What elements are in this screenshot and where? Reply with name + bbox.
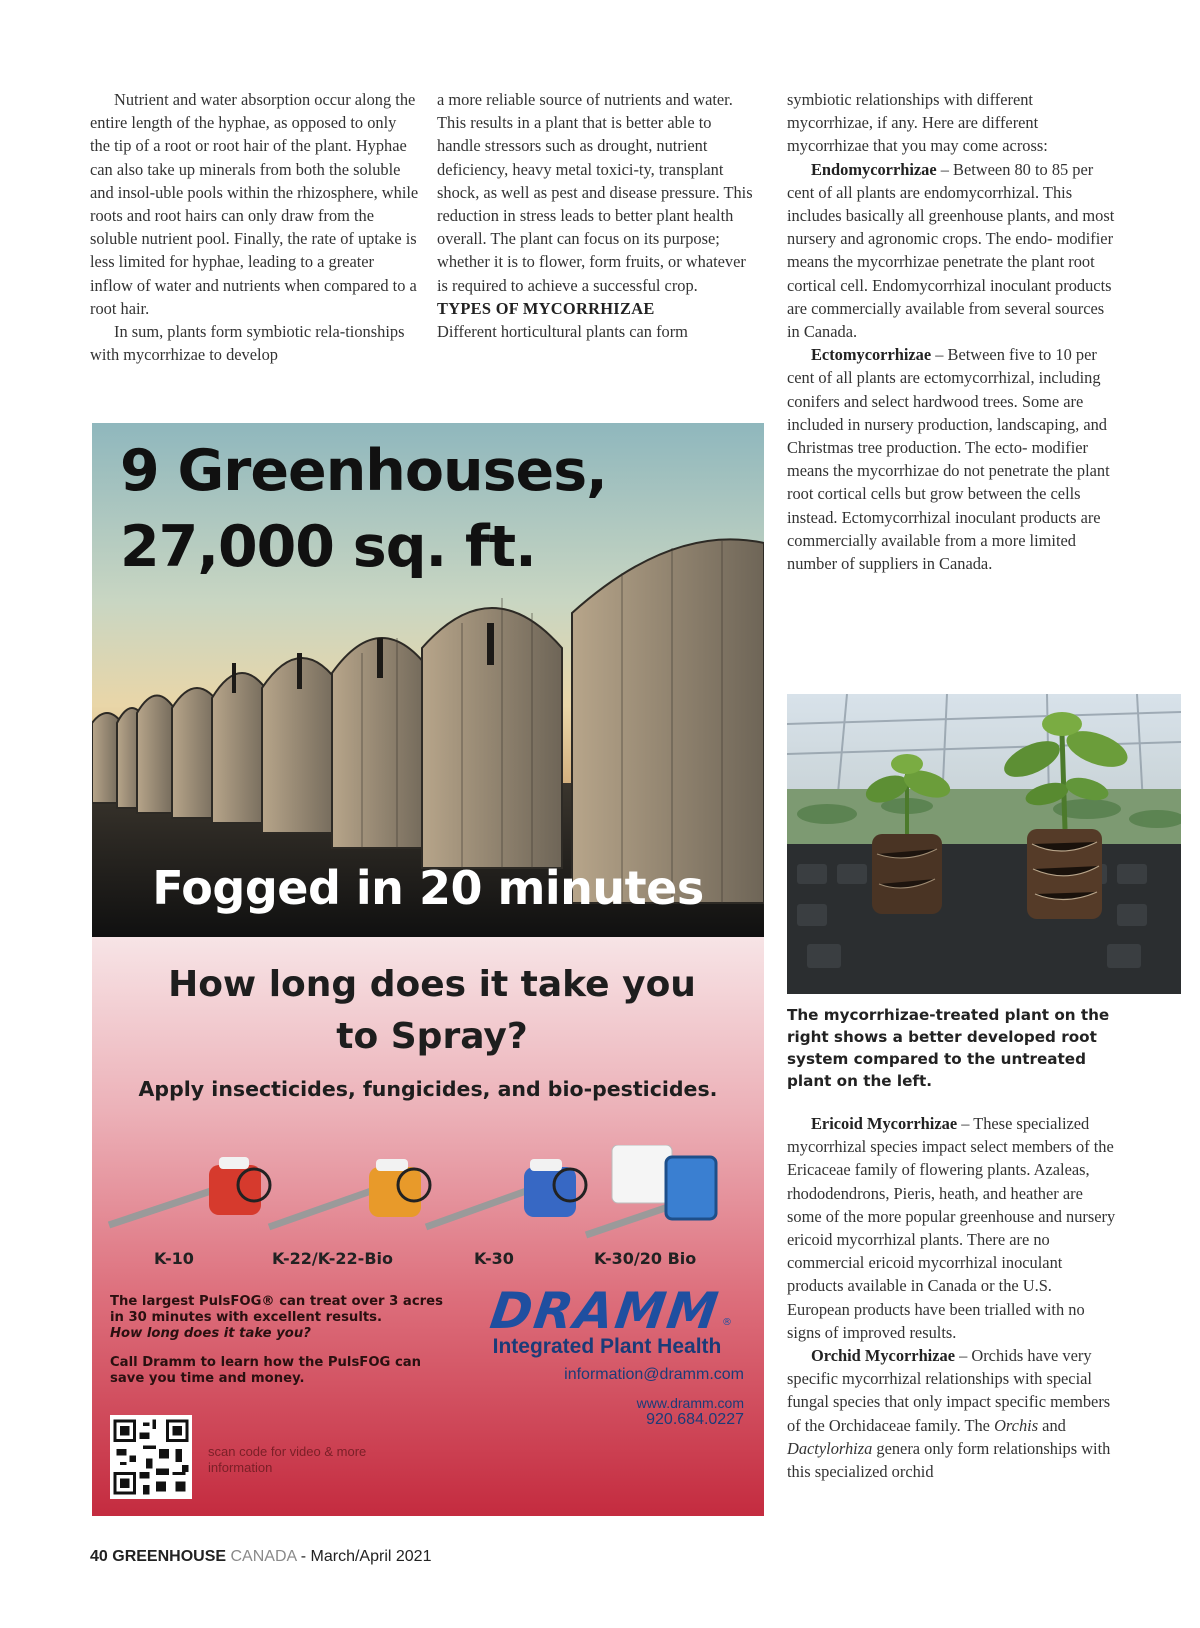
ad-headline [120,433,607,585]
registered-mark: ® [722,1317,732,1328]
genus-name: Orchis [994,1415,1039,1435]
largest-line: The largest PulsFOG® can treat over 3 acres in 30 minutes with excellent results. [110,1294,443,1325]
ad-largest-text [110,1294,455,1342]
largest-question: How long does it take you? [110,1326,311,1341]
term: Endomycorrhizae [811,159,937,179]
fogger-products-image [104,1145,764,1245]
headline-line: 27,000 sq. ft. [120,514,536,580]
question-line: to Spray? [336,1016,528,1057]
qr-caption: scan code for video & more information [208,1444,367,1475]
paragraph-orchid [787,1344,1117,1483]
contact-email[interactable]: information@dramm.com [564,1366,744,1383]
article-column-3-continued [787,1112,1117,1483]
paragraph-ericoid [787,1112,1117,1344]
term-text: and [1038,1415,1066,1435]
paragraph-ectomycorrhizae [787,343,1117,575]
ad-lower-panel [92,937,764,1516]
product-name: K-30/20 Bio [594,1249,697,1268]
magazine-name: GREENHOUSE [112,1548,227,1565]
term: Ericoid Mycorrhizae [811,1114,958,1133]
page-footer [90,1548,431,1566]
ad-call-text: Call Dramm to learn how the PulsFOG can save you time and money. [110,1355,422,1386]
contact-phone: 920.684.0227 [646,1411,744,1428]
contact-website[interactable]: www.dramm.com [636,1395,744,1411]
product-name: K-10 [154,1249,194,1268]
product-name: K-30 [474,1249,514,1268]
article-column-1 [90,88,420,366]
page-number: 40 [90,1548,108,1565]
brand-tagline: Integrated Plant Health [492,1335,722,1358]
term-text: – Orchids have very specific mycorrhizal relationships with special fungal species that only impact specific members of the Orchidaceae family. The [787,1346,1111,1435]
ad-apply-line: Apply insecticides, fungicides, and bio-pesticides. [138,1077,718,1101]
fogged-tagline: Fogged in 20 minutes [152,861,704,915]
genus-name: Dactylorhiza [787,1438,873,1458]
term-text: – These specialized mycorrhizal species impact select members of the Ericaceae family of flowering plants. Azaleas, rhododendrons, Pieris, heath, and heather are some of the more popular greenhouse and nursery ericoid mycorrhizal plants. There are no commercial ericoid mycorrhizal inoculant products available in Canada or the U.S. European products have been trialled with no signs of improved results. [787,1114,1116,1342]
magazine-name-suffix: CANADA [230,1548,297,1565]
dramm-logo: DRAMM [486,1282,724,1340]
term-text: genera only form relationships with this specialized orchid [787,1438,1111,1482]
photo-caption: The mycorrhizae-treated plant on the right shows a better developed root system compared to the untreated plant on the left. [787,1006,1110,1090]
paragraph: Nutrient and water absorption occur along the entire length of the hyphae, as opposed to only the tip of a root or root hair of the plant. Hyphae can also take up minerals from both the soluble and insol-uble pools within the rhizosphere, while roots and root hairs can only draw from the soluble nutrient pool. Finally, the rate of uptake is less limited for hyphae, leading to a greater inflow of water and nutrients when compared to a root hair. [90,90,419,318]
term-text: – Between five to 10 per cent of all plants are ectomycorrhizal, including conifers and select hardwood trees. Some are included in nursery production, landscaping, and Christmas tree production. The ecto- modifier means the mycorrhizae do not penetrate the plant root cortical cells but grow between the cells instead. Ectomycorrhizal inoculant products are commercially available from a more limited number of suppliers in Canada. [787,345,1110,574]
article-column-3 [787,88,1117,575]
headline-line: 9 Greenhouses, [120,438,607,504]
paragraph: symbiotic relationships with different mycorrhizae, if any. Here are different mycorrhizae that you may come across: [787,90,1048,156]
product-name: K-22/K-22-Bio [272,1249,393,1268]
section-heading: TYPES OF MYCORRHIZAE [437,298,655,318]
term-text: – Between 80 to 85 per cent of all plants are endomycorrhizal. This includes basically all greenhouse plants, and most nursery and agronomic crops. The endo- modifier means the mycorrhizae penetrate the plant root cortical cell. Endomycorrhizal inoculant products are commercially available from several sources in Canada. [787,159,1115,342]
term: Orchid Mycorrhizae [811,1346,955,1366]
question-line: How long does it take you [168,964,696,1005]
qr-code[interactable] [110,1415,192,1499]
article-column-2 [437,88,757,343]
term: Ectomycorrhizae [811,345,932,365]
ad-question [132,959,732,1063]
issue-date: - March/April 2021 [300,1548,432,1565]
paragraph-endomycorrhizae [787,158,1117,344]
product-lineup [104,1145,764,1275]
dramm-advertisement [92,423,764,1516]
paragraph: Different horticultural plants can form [437,322,688,342]
paragraph: In sum, plants form symbiotic rela-tionships with mycorrhizae to develop [90,322,405,365]
paragraph: a more reliable source of nutrients and water. This results in a plant that is better able to handle stressors such as drought, nutrient deficiency, heavy metal toxici-ty, transplant shock, as well as pest and disease pressure. This reduction in stress leads to better plant health overall. The plant can focus on its purpose; whether it is to flower, form fruits, or whatever is required to achieve a successful crop. [437,90,753,295]
plant-photo [787,694,1181,994]
